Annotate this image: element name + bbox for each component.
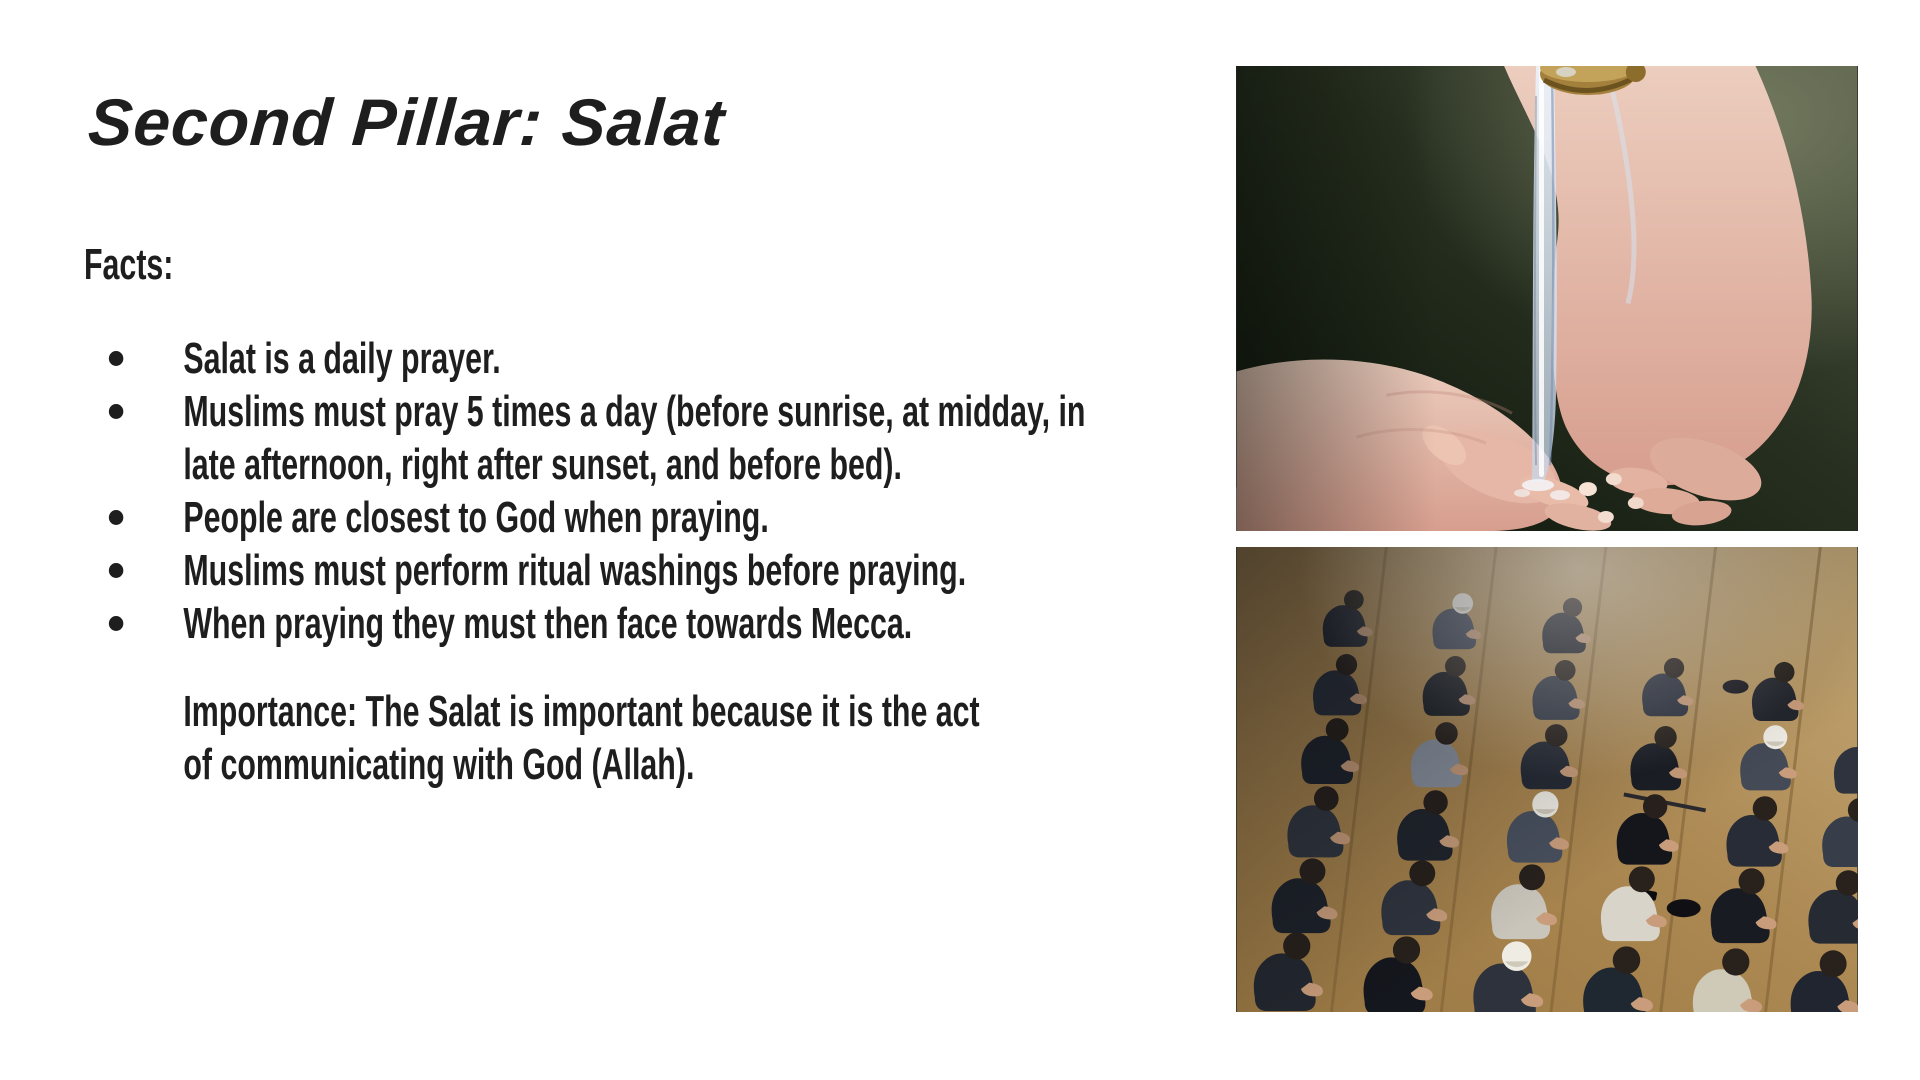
ablution-hands-illustration: [1236, 66, 1858, 531]
congregational-prayer-illustration: [1236, 547, 1858, 1012]
slide-title: Second Pillar: Salat: [86, 85, 728, 159]
body-text-block: [84, 230, 1091, 850]
ablution-hands-photo: [1236, 66, 1858, 531]
importance-paragraph: Importance: The Salat is important because it is the act of communicating with God (Allah).: [183, 687, 980, 789]
list-item: Muslims must pray 5 times a day (before sunrise, at midday, in late afternoon, right after sunset, and before bed).: [84, 385, 1091, 491]
facts-label: Facts:: [84, 240, 174, 289]
light-wash-overlay: [1237, 547, 1858, 1012]
congregational-prayer-photo: [1236, 547, 1858, 1012]
list-item: Salat is a daily prayer.: [84, 332, 1091, 385]
facts-list: [84, 332, 1091, 650]
left-vignette: [1237, 66, 1437, 531]
list-item: When praying they must then face towards Mecca.: [84, 597, 1091, 650]
list-item: People are closest to God when praying.: [84, 491, 1091, 544]
list-item: Muslims must perform ritual washings before praying.: [84, 544, 1091, 597]
